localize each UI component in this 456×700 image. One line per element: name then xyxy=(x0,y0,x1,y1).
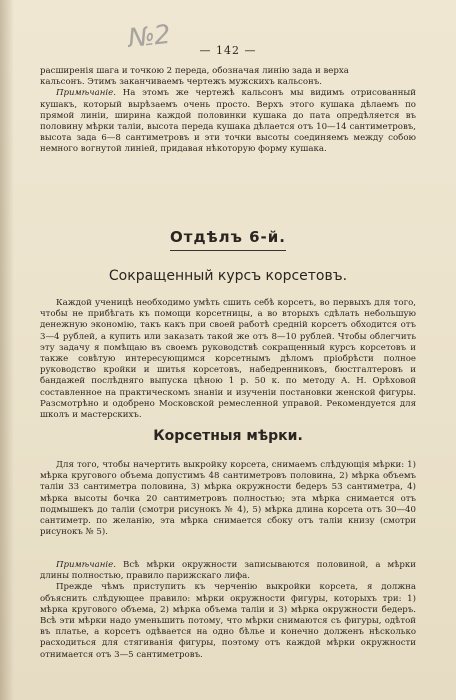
section-title: Отдѣлъ 6-й. xyxy=(170,228,286,246)
top-paragraph xyxy=(40,66,416,156)
note-text: На этомъ же чертежѣ кальсонъ мы видимъ отрисованный кушакъ, который вырѣзаемъ очень просто. Верхъ этого кушака дѣлаемъ по прямой линіи, ширина каждой половинки кушака до пата опредѣляется въ половину мѣрки таліи, высота переда кушака дѣлается отъ 10—14 сантиметровъ, высота зада 6—8 сантиметровъ и эти точки высоты соединяемъ между собою немного вогнутой линіей, придавая нѣкоторую форму кушака. xyxy=(40,88,417,155)
course-paragraph xyxy=(40,298,416,421)
section-divider xyxy=(170,250,286,251)
course-text: Каждой ученицѣ необходимо умѣть сшить себѣ корсетъ, во первыхъ для того, чтобы не прибѣгать къ помощи корсетницы, а во вторыхъ сдѣлать небольшую денежную экономію, такъ какъ при своей работѣ средній корсетъ обходится отъ 3—4 рублей, а купить или заказать такой же отъ 8—10 рублей. Чтобы облегчить эту задачу я помѣщаю въ своемъ руководствѣ сокращенный курсъ корсетовъ и также совѣтую интересующимся корсетнымъ дѣломъ пріобрѣсти полное руководство кройки и шитья корсетовъ, набедренниковъ, бюстгалтеровъ и бандажей послѣдняго выпуска цѣною 1 р. 50 к. по методу А. Н. Орѣховой составленное на практическомъ знаніи и изученіи постановки женской фигуры. Разсмотрѣно и одобрено Московской ремесленной управой. Рекомендуется для школъ и мастерскихъ. xyxy=(40,298,416,421)
note2-paragraph xyxy=(40,560,416,661)
top-line-2: кальсонъ. Этимъ заканчиваемъ чертежъ мужскихъ кальсонъ. xyxy=(40,77,322,88)
top-line-1: расширенія шага и точкою 2 переда, обозначая линію зада и верха xyxy=(40,66,349,76)
note2 xyxy=(40,560,416,582)
note-label: Примѣчаніе. xyxy=(56,88,116,99)
final-text: Прежде чѣмъ приступить къ черченію выкройки корсета, я должна объяснить слѣдующее правило: мѣрки окружности фигуры, которыхъ три: 1) мѣрка кругового объема, 2) мѣрка объема таліи и 3) мѣрка окружности бедеръ. Всѣ эти мѣрки надо уменьшить потому, что мѣрки снимаются съ фигуры, одѣтой въ платье, а корсетъ одѣвается на одно бѣлье и конечно долженъ нѣсколько расходиться для стягиванія фигуры, поэтому отъ каждой мѣрки окружности отнимается отъ 3—5 сантиметровъ. xyxy=(40,582,416,660)
note2-text: Всѣ мѣрки окружности записываются половиной, а мѣрки длины полностью, правило парижскаго лифа. xyxy=(40,560,417,582)
measure-text: Для того, чтобы начертить выкройку корсета, снимаемъ слѣдующія мѣрки: 1) мѣрка кругового объема допустимъ 48 сантиметровъ половина, 2) мѣрка объемъ таліи 33 сантиметра половина, 3) мѣрка окружности бедеръ 53 сантиметра, 4) мѣрка высоты бочка 20 сантиметровъ полностью; эта мѣрка снимается отъ подмышекъ до таліи (смотри рисунокъ № 4), 5) мѣрка длина корсета отъ 30—40 сантиметр. по желанію, эта мѣрка снимается сбоку отъ таліи книзу (смотри рисунокъ № 5). xyxy=(40,460,416,538)
pencil-annotation: №2 xyxy=(126,19,172,55)
course-heading: Сокращенный курсъ корсетовъ. xyxy=(108,268,348,284)
measure-paragraph xyxy=(40,460,416,538)
note2-label: Примѣчаніе. xyxy=(56,560,116,570)
page-number: — 142 — xyxy=(199,44,257,57)
note-paragraph xyxy=(40,88,416,155)
page-edge-shadow xyxy=(0,0,14,700)
measure-heading: Корсетныя мѣрки. xyxy=(153,428,303,444)
